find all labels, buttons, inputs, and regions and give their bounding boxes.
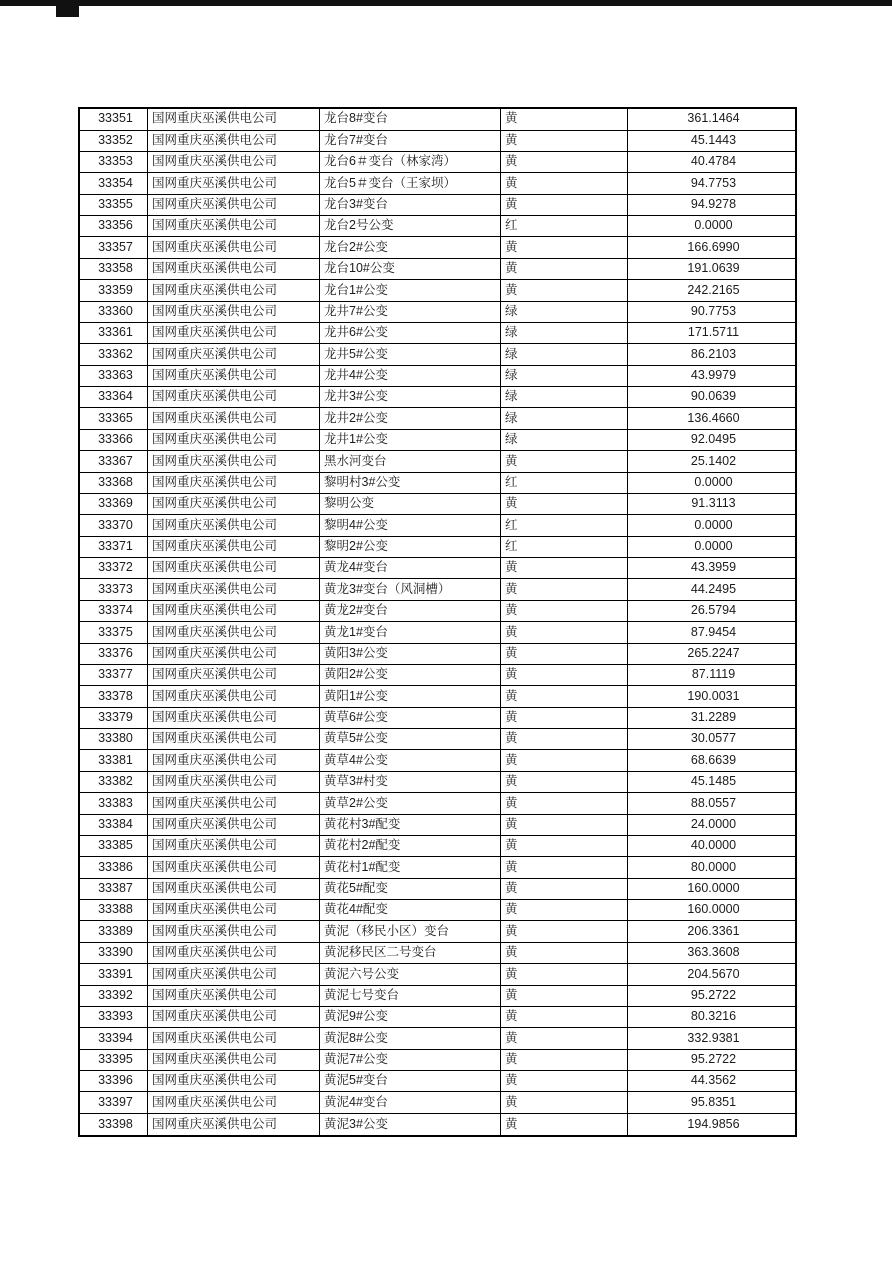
station-name-cell: 龙台1#公变 xyxy=(320,280,501,301)
status-color-cell: 绿 xyxy=(501,322,628,343)
value-cell: 191.0639 xyxy=(628,258,797,279)
company-cell: 国网重庆巫溪供电公司 xyxy=(148,365,320,386)
company-cell: 国网重庆巫溪供电公司 xyxy=(148,451,320,472)
station-name-cell: 黄龙2#变台 xyxy=(320,600,501,621)
status-color-cell: 黄 xyxy=(501,1071,628,1092)
station-name-cell: 黄花村1#配变 xyxy=(320,857,501,878)
company-cell: 国网重庆巫溪供电公司 xyxy=(148,600,320,621)
status-color-cell: 黄 xyxy=(501,173,628,194)
station-name-cell: 黄泥（移民小区）变台 xyxy=(320,921,501,942)
station-name-cell: 黄泥9#公变 xyxy=(320,1006,501,1027)
row-id-cell: 33376 xyxy=(79,643,148,664)
value-cell: 0.0000 xyxy=(628,472,797,493)
value-cell: 166.6990 xyxy=(628,237,797,258)
company-cell: 国网重庆巫溪供电公司 xyxy=(148,835,320,856)
company-cell: 国网重庆巫溪供电公司 xyxy=(148,344,320,365)
company-cell: 国网重庆巫溪供电公司 xyxy=(148,130,320,151)
station-name-cell: 黄泥3#公变 xyxy=(320,1113,501,1136)
status-color-cell: 绿 xyxy=(501,301,628,322)
row-id-cell: 33397 xyxy=(79,1092,148,1113)
station-name-cell: 黄阳2#公变 xyxy=(320,664,501,685)
row-id-cell: 33388 xyxy=(79,900,148,921)
data-table xyxy=(78,107,797,1137)
row-id-cell: 33364 xyxy=(79,387,148,408)
station-name-cell: 黄阳3#公变 xyxy=(320,643,501,664)
company-cell: 国网重庆巫溪供电公司 xyxy=(148,857,320,878)
company-cell: 国网重庆巫溪供电公司 xyxy=(148,1071,320,1092)
table-row xyxy=(79,878,796,899)
table-row xyxy=(79,408,796,429)
company-cell: 国网重庆巫溪供电公司 xyxy=(148,729,320,750)
status-color-cell: 黄 xyxy=(501,942,628,963)
station-name-cell: 黄泥移民区二号变台 xyxy=(320,942,501,963)
table-row xyxy=(79,515,796,536)
value-cell: 45.1443 xyxy=(628,130,797,151)
row-id-cell: 33365 xyxy=(79,408,148,429)
status-color-cell: 黄 xyxy=(501,729,628,750)
table-row xyxy=(79,942,796,963)
company-cell: 国网重庆巫溪供电公司 xyxy=(148,173,320,194)
row-id-cell: 33367 xyxy=(79,451,148,472)
row-id-cell: 33360 xyxy=(79,301,148,322)
row-id-cell: 33356 xyxy=(79,216,148,237)
row-id-cell: 33396 xyxy=(79,1071,148,1092)
company-cell: 国网重庆巫溪供电公司 xyxy=(148,108,320,130)
station-name-cell: 黄花4#配变 xyxy=(320,900,501,921)
row-id-cell: 33366 xyxy=(79,429,148,450)
station-name-cell: 龙台3#变台 xyxy=(320,194,501,215)
status-color-cell: 黄 xyxy=(501,237,628,258)
company-cell: 国网重庆巫溪供电公司 xyxy=(148,707,320,728)
station-name-cell: 龙台2#公变 xyxy=(320,237,501,258)
value-cell: 44.3562 xyxy=(628,1071,797,1092)
row-id-cell: 33387 xyxy=(79,878,148,899)
status-color-cell: 黄 xyxy=(501,280,628,301)
station-name-cell: 黄泥4#变台 xyxy=(320,1092,501,1113)
table-row xyxy=(79,151,796,172)
status-color-cell: 黄 xyxy=(501,707,628,728)
row-id-cell: 33381 xyxy=(79,750,148,771)
station-name-cell: 黄泥六号公变 xyxy=(320,964,501,985)
station-name-cell: 龙井3#公变 xyxy=(320,387,501,408)
table-row xyxy=(79,194,796,215)
row-id-cell: 33361 xyxy=(79,322,148,343)
row-id-cell: 33392 xyxy=(79,985,148,1006)
table-row xyxy=(79,429,796,450)
row-id-cell: 33357 xyxy=(79,237,148,258)
table-row xyxy=(79,387,796,408)
status-color-cell: 黄 xyxy=(501,985,628,1006)
row-id-cell: 33390 xyxy=(79,942,148,963)
row-id-cell: 33389 xyxy=(79,921,148,942)
row-id-cell: 33362 xyxy=(79,344,148,365)
table-row xyxy=(79,900,796,921)
scan-artifact-top-bar xyxy=(0,0,892,6)
status-color-cell: 黄 xyxy=(501,151,628,172)
table-row xyxy=(79,1071,796,1092)
company-cell: 国网重庆巫溪供电公司 xyxy=(148,964,320,985)
company-cell: 国网重庆巫溪供电公司 xyxy=(148,408,320,429)
status-color-cell: 黄 xyxy=(501,451,628,472)
data-table-body xyxy=(79,108,796,1136)
status-color-cell: 黄 xyxy=(501,600,628,621)
status-color-cell: 黄 xyxy=(501,493,628,514)
row-id-cell: 33386 xyxy=(79,857,148,878)
station-name-cell: 龙井4#公变 xyxy=(320,365,501,386)
row-id-cell: 33368 xyxy=(79,472,148,493)
row-id-cell: 33393 xyxy=(79,1006,148,1027)
value-cell: 43.3959 xyxy=(628,558,797,579)
row-id-cell: 33382 xyxy=(79,771,148,792)
value-cell: 91.3113 xyxy=(628,493,797,514)
row-id-cell: 33377 xyxy=(79,664,148,685)
status-color-cell: 黄 xyxy=(501,686,628,707)
station-name-cell: 龙井7#公变 xyxy=(320,301,501,322)
value-cell: 160.0000 xyxy=(628,878,797,899)
table-row xyxy=(79,536,796,557)
company-cell: 国网重庆巫溪供电公司 xyxy=(148,643,320,664)
company-cell: 国网重庆巫溪供电公司 xyxy=(148,1006,320,1027)
row-id-cell: 33354 xyxy=(79,173,148,194)
status-color-cell: 黄 xyxy=(501,622,628,643)
value-cell: 92.0495 xyxy=(628,429,797,450)
company-cell: 国网重庆巫溪供电公司 xyxy=(148,942,320,963)
station-name-cell: 黄龙3#变台（风洞槽） xyxy=(320,579,501,600)
status-color-cell: 绿 xyxy=(501,365,628,386)
company-cell: 国网重庆巫溪供电公司 xyxy=(148,387,320,408)
company-cell: 国网重庆巫溪供电公司 xyxy=(148,1113,320,1136)
status-color-cell: 黄 xyxy=(501,643,628,664)
station-name-cell: 黄花村3#配变 xyxy=(320,814,501,835)
company-cell: 国网重庆巫溪供电公司 xyxy=(148,493,320,514)
station-name-cell: 黄花村2#配变 xyxy=(320,835,501,856)
status-color-cell: 黄 xyxy=(501,1006,628,1027)
data-table-container xyxy=(78,107,787,1137)
station-name-cell: 龙台10#公变 xyxy=(320,258,501,279)
company-cell: 国网重庆巫溪供电公司 xyxy=(148,536,320,557)
table-row xyxy=(79,686,796,707)
table-row xyxy=(79,921,796,942)
company-cell: 国网重庆巫溪供电公司 xyxy=(148,1049,320,1070)
station-name-cell: 黎明2#公变 xyxy=(320,536,501,557)
station-name-cell: 黄泥8#公变 xyxy=(320,1028,501,1049)
status-color-cell: 黄 xyxy=(501,558,628,579)
company-cell: 国网重庆巫溪供电公司 xyxy=(148,579,320,600)
status-color-cell: 黄 xyxy=(501,664,628,685)
row-id-cell: 33398 xyxy=(79,1113,148,1136)
company-cell: 国网重庆巫溪供电公司 xyxy=(148,814,320,835)
station-name-cell: 黄草6#公变 xyxy=(320,707,501,728)
station-name-cell: 龙井1#公变 xyxy=(320,429,501,450)
value-cell: 94.9278 xyxy=(628,194,797,215)
status-color-cell: 黄 xyxy=(501,194,628,215)
station-name-cell: 黄草5#公变 xyxy=(320,729,501,750)
table-row xyxy=(79,1113,796,1136)
row-id-cell: 33351 xyxy=(79,108,148,130)
company-cell: 国网重庆巫溪供电公司 xyxy=(148,793,320,814)
scan-artifact-tab xyxy=(56,6,79,17)
value-cell: 90.0639 xyxy=(628,387,797,408)
row-id-cell: 33371 xyxy=(79,536,148,557)
company-cell: 国网重庆巫溪供电公司 xyxy=(148,194,320,215)
company-cell: 国网重庆巫溪供电公司 xyxy=(148,216,320,237)
status-color-cell: 黄 xyxy=(501,130,628,151)
status-color-cell: 黄 xyxy=(501,108,628,130)
table-row xyxy=(79,173,796,194)
status-color-cell: 黄 xyxy=(501,857,628,878)
value-cell: 95.8351 xyxy=(628,1092,797,1113)
table-row xyxy=(79,707,796,728)
status-color-cell: 黄 xyxy=(501,835,628,856)
value-cell: 88.0557 xyxy=(628,793,797,814)
company-cell: 国网重庆巫溪供电公司 xyxy=(148,515,320,536)
table-row xyxy=(79,964,796,985)
station-name-cell: 龙井5#公变 xyxy=(320,344,501,365)
station-name-cell: 黄草2#公变 xyxy=(320,793,501,814)
value-cell: 204.5670 xyxy=(628,964,797,985)
value-cell: 25.1402 xyxy=(628,451,797,472)
table-row xyxy=(79,237,796,258)
row-id-cell: 33358 xyxy=(79,258,148,279)
status-color-cell: 红 xyxy=(501,472,628,493)
row-id-cell: 33384 xyxy=(79,814,148,835)
row-id-cell: 33369 xyxy=(79,493,148,514)
company-cell: 国网重庆巫溪供电公司 xyxy=(148,322,320,343)
value-cell: 242.2165 xyxy=(628,280,797,301)
station-name-cell: 黄泥5#变台 xyxy=(320,1071,501,1092)
row-id-cell: 33375 xyxy=(79,622,148,643)
status-color-cell: 绿 xyxy=(501,387,628,408)
row-id-cell: 33373 xyxy=(79,579,148,600)
value-cell: 31.2289 xyxy=(628,707,797,728)
company-cell: 国网重庆巫溪供电公司 xyxy=(148,985,320,1006)
company-cell: 国网重庆巫溪供电公司 xyxy=(148,472,320,493)
table-row xyxy=(79,985,796,1006)
station-name-cell: 龙台6＃变台（林家湾） xyxy=(320,151,501,172)
row-id-cell: 33353 xyxy=(79,151,148,172)
status-color-cell: 黄 xyxy=(501,793,628,814)
value-cell: 171.5711 xyxy=(628,322,797,343)
station-name-cell: 黎明村3#公变 xyxy=(320,472,501,493)
table-row xyxy=(79,130,796,151)
row-id-cell: 33395 xyxy=(79,1049,148,1070)
table-row xyxy=(79,622,796,643)
value-cell: 80.0000 xyxy=(628,857,797,878)
table-row xyxy=(79,1092,796,1113)
status-color-cell: 红 xyxy=(501,536,628,557)
status-color-cell: 黄 xyxy=(501,579,628,600)
status-color-cell: 黄 xyxy=(501,814,628,835)
row-id-cell: 33374 xyxy=(79,600,148,621)
value-cell: 80.3216 xyxy=(628,1006,797,1027)
company-cell: 国网重庆巫溪供电公司 xyxy=(148,750,320,771)
table-row xyxy=(79,493,796,514)
row-id-cell: 33372 xyxy=(79,558,148,579)
value-cell: 24.0000 xyxy=(628,814,797,835)
value-cell: 0.0000 xyxy=(628,536,797,557)
company-cell: 国网重庆巫溪供电公司 xyxy=(148,622,320,643)
value-cell: 44.2495 xyxy=(628,579,797,600)
value-cell: 40.4784 xyxy=(628,151,797,172)
station-name-cell: 龙台8#变台 xyxy=(320,108,501,130)
company-cell: 国网重庆巫溪供电公司 xyxy=(148,301,320,322)
row-id-cell: 33380 xyxy=(79,729,148,750)
table-row xyxy=(79,814,796,835)
status-color-cell: 黄 xyxy=(501,771,628,792)
station-name-cell: 龙井6#公变 xyxy=(320,322,501,343)
value-cell: 0.0000 xyxy=(628,515,797,536)
value-cell: 0.0000 xyxy=(628,216,797,237)
station-name-cell: 黄泥7#公变 xyxy=(320,1049,501,1070)
table-row xyxy=(79,579,796,600)
station-name-cell: 黑水河变台 xyxy=(320,451,501,472)
table-row xyxy=(79,835,796,856)
value-cell: 206.3361 xyxy=(628,921,797,942)
company-cell: 国网重庆巫溪供电公司 xyxy=(148,1028,320,1049)
table-row xyxy=(79,1006,796,1027)
table-row xyxy=(79,750,796,771)
station-name-cell: 黄龙4#变台 xyxy=(320,558,501,579)
status-color-cell: 红 xyxy=(501,216,628,237)
value-cell: 26.5794 xyxy=(628,600,797,621)
table-row xyxy=(79,664,796,685)
table-row xyxy=(79,365,796,386)
company-cell: 国网重庆巫溪供电公司 xyxy=(148,771,320,792)
status-color-cell: 黄 xyxy=(501,1113,628,1136)
status-color-cell: 黄 xyxy=(501,964,628,985)
table-row xyxy=(79,643,796,664)
value-cell: 194.9856 xyxy=(628,1113,797,1136)
status-color-cell: 绿 xyxy=(501,429,628,450)
table-row xyxy=(79,344,796,365)
status-color-cell: 黄 xyxy=(501,750,628,771)
table-row xyxy=(79,451,796,472)
table-row xyxy=(79,729,796,750)
row-id-cell: 33355 xyxy=(79,194,148,215)
status-color-cell: 黄 xyxy=(501,878,628,899)
status-color-cell: 黄 xyxy=(501,1092,628,1113)
table-row xyxy=(79,857,796,878)
row-id-cell: 33383 xyxy=(79,793,148,814)
status-color-cell: 黄 xyxy=(501,1028,628,1049)
company-cell: 国网重庆巫溪供电公司 xyxy=(148,878,320,899)
value-cell: 94.7753 xyxy=(628,173,797,194)
value-cell: 45.1485 xyxy=(628,771,797,792)
value-cell: 361.1464 xyxy=(628,108,797,130)
station-name-cell: 黄草3#村变 xyxy=(320,771,501,792)
value-cell: 43.9979 xyxy=(628,365,797,386)
table-row xyxy=(79,216,796,237)
table-row xyxy=(79,322,796,343)
company-cell: 国网重庆巫溪供电公司 xyxy=(148,900,320,921)
station-name-cell: 黎明4#公变 xyxy=(320,515,501,536)
station-name-cell: 黄花5#配变 xyxy=(320,878,501,899)
table-row xyxy=(79,793,796,814)
table-row xyxy=(79,558,796,579)
value-cell: 68.6639 xyxy=(628,750,797,771)
table-row xyxy=(79,472,796,493)
row-id-cell: 33352 xyxy=(79,130,148,151)
row-id-cell: 33363 xyxy=(79,365,148,386)
table-row xyxy=(79,1049,796,1070)
status-color-cell: 黄 xyxy=(501,921,628,942)
company-cell: 国网重庆巫溪供电公司 xyxy=(148,280,320,301)
row-id-cell: 33385 xyxy=(79,835,148,856)
station-name-cell: 龙台5＃变台（王家坝） xyxy=(320,173,501,194)
value-cell: 86.2103 xyxy=(628,344,797,365)
row-id-cell: 33391 xyxy=(79,964,148,985)
value-cell: 160.0000 xyxy=(628,900,797,921)
station-name-cell: 龙台7#变台 xyxy=(320,130,501,151)
table-row xyxy=(79,108,796,130)
status-color-cell: 红 xyxy=(501,515,628,536)
row-id-cell: 33370 xyxy=(79,515,148,536)
company-cell: 国网重庆巫溪供电公司 xyxy=(148,151,320,172)
value-cell: 87.1119 xyxy=(628,664,797,685)
station-name-cell: 龙井2#公变 xyxy=(320,408,501,429)
status-color-cell: 黄 xyxy=(501,258,628,279)
station-name-cell: 黄泥七号变台 xyxy=(320,985,501,1006)
station-name-cell: 黄阳1#公变 xyxy=(320,686,501,707)
status-color-cell: 绿 xyxy=(501,344,628,365)
value-cell: 136.4660 xyxy=(628,408,797,429)
value-cell: 190.0031 xyxy=(628,686,797,707)
row-id-cell: 33394 xyxy=(79,1028,148,1049)
table-row xyxy=(79,258,796,279)
status-color-cell: 黄 xyxy=(501,900,628,921)
table-row xyxy=(79,280,796,301)
station-name-cell: 黄草4#公变 xyxy=(320,750,501,771)
value-cell: 265.2247 xyxy=(628,643,797,664)
station-name-cell: 黎明公变 xyxy=(320,493,501,514)
value-cell: 30.0577 xyxy=(628,729,797,750)
status-color-cell: 绿 xyxy=(501,408,628,429)
value-cell: 332.9381 xyxy=(628,1028,797,1049)
station-name-cell: 龙台2号公变 xyxy=(320,216,501,237)
table-row xyxy=(79,771,796,792)
company-cell: 国网重庆巫溪供电公司 xyxy=(148,686,320,707)
company-cell: 国网重庆巫溪供电公司 xyxy=(148,258,320,279)
company-cell: 国网重庆巫溪供电公司 xyxy=(148,237,320,258)
table-row xyxy=(79,600,796,621)
company-cell: 国网重庆巫溪供电公司 xyxy=(148,921,320,942)
company-cell: 国网重庆巫溪供电公司 xyxy=(148,1092,320,1113)
company-cell: 国网重庆巫溪供电公司 xyxy=(148,558,320,579)
value-cell: 90.7753 xyxy=(628,301,797,322)
table-row xyxy=(79,301,796,322)
row-id-cell: 33378 xyxy=(79,686,148,707)
station-name-cell: 黄龙1#变台 xyxy=(320,622,501,643)
company-cell: 国网重庆巫溪供电公司 xyxy=(148,664,320,685)
table-row xyxy=(79,1028,796,1049)
value-cell: 40.0000 xyxy=(628,835,797,856)
value-cell: 95.2722 xyxy=(628,985,797,1006)
row-id-cell: 33359 xyxy=(79,280,148,301)
value-cell: 95.2722 xyxy=(628,1049,797,1070)
company-cell: 国网重庆巫溪供电公司 xyxy=(148,429,320,450)
row-id-cell: 33379 xyxy=(79,707,148,728)
status-color-cell: 黄 xyxy=(501,1049,628,1070)
value-cell: 87.9454 xyxy=(628,622,797,643)
value-cell: 363.3608 xyxy=(628,942,797,963)
